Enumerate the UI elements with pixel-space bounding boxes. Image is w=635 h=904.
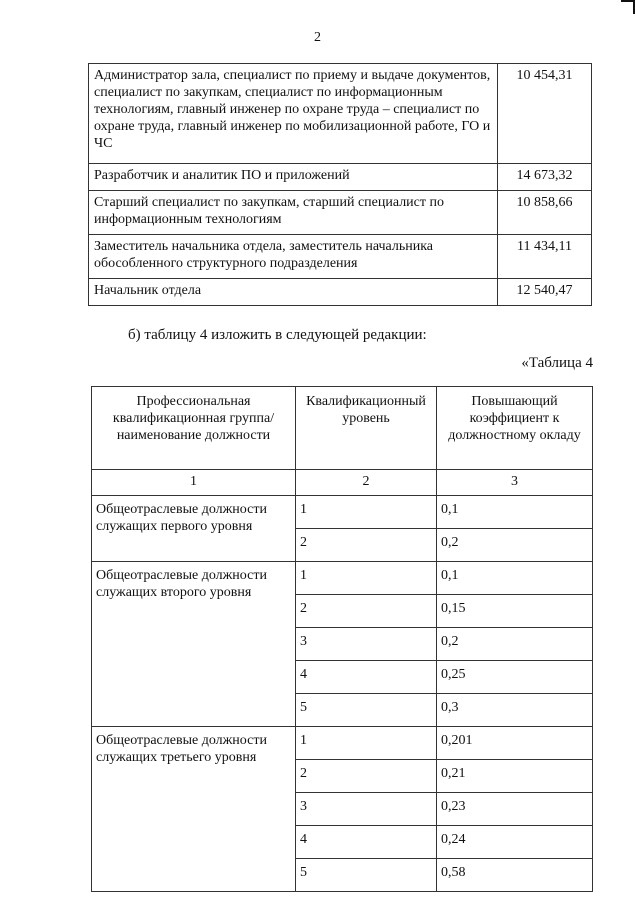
coefficient-cell: 0,2 <box>437 628 593 661</box>
level-cell: 1 <box>296 727 437 760</box>
level-cell: 1 <box>296 496 437 529</box>
salary-value: 10 858,66 <box>498 191 592 235</box>
coefficient-cell: 0,15 <box>437 595 593 628</box>
table-row <box>89 235 592 279</box>
table-caption: «Таблица 4 <box>521 355 593 371</box>
level-cell: 3 <box>296 628 437 661</box>
column-number: 1 <box>92 470 296 496</box>
coefficient-table <box>91 386 593 892</box>
group-name: Общеотраслевые должности служащих второго уровня <box>92 562 296 727</box>
salary-value: 14 673,32 <box>498 164 592 191</box>
header-row <box>92 387 593 470</box>
table-row <box>92 496 593 529</box>
coefficient-cell: 0,2 <box>437 529 593 562</box>
coefficient-cell: 0,3 <box>437 694 593 727</box>
column-number-row <box>92 470 593 496</box>
level-cell: 1 <box>296 562 437 595</box>
level-cell: 2 <box>296 529 437 562</box>
page-corner-mark <box>621 0 635 14</box>
column-header-coefficient: Повышающий коэффициент к должностному окладу <box>437 387 593 470</box>
table-row <box>89 279 592 306</box>
column-header-level: Квалификационный уровень <box>296 387 437 470</box>
coefficient-cell: 0,1 <box>437 562 593 595</box>
level-cell: 5 <box>296 694 437 727</box>
table-row <box>89 164 592 191</box>
column-number: 3 <box>437 470 593 496</box>
column-number: 2 <box>296 470 437 496</box>
coefficient-cell: 0,24 <box>437 826 593 859</box>
coefficient-cell: 0,21 <box>437 760 593 793</box>
group-name: Общеотраслевые должности служащих первого уровня <box>92 496 296 562</box>
position-name: Администратор зала, специалист по приему и выдаче документов, специалист по закупкам, специалист по информационным технологиям, главный инженер по охране труда – специалист по охране труда, главный инженер по мобилизационной работе, ГО и ЧС <box>89 64 498 164</box>
salary-table <box>88 63 592 306</box>
coefficient-cell: 0,58 <box>437 859 593 892</box>
level-cell: 2 <box>296 760 437 793</box>
coefficient-cell: 0,1 <box>437 496 593 529</box>
table-row <box>89 64 592 164</box>
table-row <box>92 562 593 595</box>
position-name: Заместитель начальника отдела, заместитель начальника обособленного структурного подразделения <box>89 235 498 279</box>
page-number: 2 <box>314 30 321 45</box>
level-cell: 3 <box>296 793 437 826</box>
instruction-text: б) таблицу 4 изложить в следующей редакции: <box>128 327 427 343</box>
level-cell: 4 <box>296 826 437 859</box>
group-name: Общеотраслевые должности служащих третьего уровня <box>92 727 296 892</box>
coefficient-cell: 0,25 <box>437 661 593 694</box>
salary-value: 11 434,11 <box>498 235 592 279</box>
position-name: Начальник отдела <box>89 279 498 306</box>
salary-value: 12 540,47 <box>498 279 592 306</box>
position-name: Разработчик и аналитик ПО и приложений <box>89 164 498 191</box>
table-row <box>89 191 592 235</box>
level-cell: 5 <box>296 859 437 892</box>
table-row <box>92 727 593 760</box>
salary-value: 10 454,31 <box>498 64 592 164</box>
level-cell: 2 <box>296 595 437 628</box>
level-cell: 4 <box>296 661 437 694</box>
position-name: Старший специалист по закупкам, старший специалист по информационным технологиям <box>89 191 498 235</box>
column-header-group: Профессиональная квалификационная группа/ наименование должности <box>92 387 296 470</box>
coefficient-cell: 0,201 <box>437 727 593 760</box>
coefficient-cell: 0,23 <box>437 793 593 826</box>
